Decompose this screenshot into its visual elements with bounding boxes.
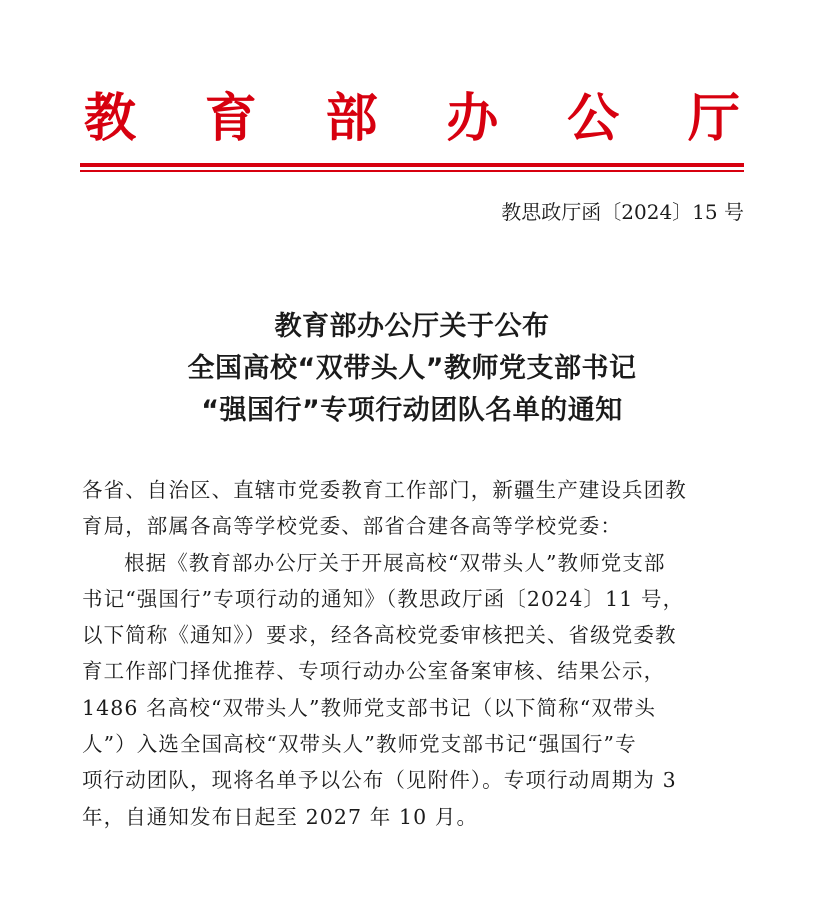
paragraph-line: 年，自通知发布日起至 2027 年 10 月。 — [82, 804, 479, 829]
org-title-char: 育 — [204, 88, 257, 149]
addressee-line: 各省、自治区、直辖市党委教育工作部门，新疆生产建设兵团教 — [82, 478, 687, 502]
org-title-char: 厅 — [687, 88, 740, 149]
paragraph-line: 1486 名高校“双带头人”教师党支部书记（以下简称“双带头 — [82, 695, 657, 720]
paragraph-line: 人”）入选全国高校“双带头人”教师党支部书记“强国行”专 — [82, 732, 637, 757]
notice-body — [82, 472, 744, 835]
org-title-char: 部 — [325, 88, 378, 149]
paragraph-line: 以下简称《通知》）要求，经各高校党委审核把关、省级党委教 — [82, 623, 677, 648]
paragraph-line: 育工作部门择优推荐、专项行动办公室备案审核、结果公示， — [82, 659, 666, 684]
notice-title-line: 教育部办公厅关于公布 — [274, 311, 550, 342]
paragraph-line: 项行动团队，现将名单予以公布（见附件）。专项行动周期为 3 — [82, 768, 677, 793]
issuing-organization-header — [80, 84, 744, 154]
header-divider-thick — [80, 163, 744, 167]
addressee-line: 育局，部属各高等学校党委、部省合建各高等学校党委： — [82, 514, 622, 539]
notice-title — [80, 306, 744, 432]
notice-title-line: “强国行”专项行动团队名单的通知 — [201, 395, 623, 426]
org-title-char: 公 — [567, 88, 620, 149]
paragraph-line: 根据《教育部办公厅关于开展高校“双带头人”教师党支部 — [124, 550, 666, 575]
org-title-char: 办 — [446, 88, 499, 149]
notice-title-line: 全国高校“双带头人”教师党支部书记 — [187, 353, 637, 384]
org-title-char: 教 — [83, 88, 136, 149]
paragraph-line: 书记“强国行”专项行动的通知》（教思政厅函〔2024〕11 号， — [82, 586, 685, 611]
document-number: 教思政厅函〔2024〕15 号 — [501, 200, 744, 224]
header-divider-thin — [80, 170, 744, 172]
